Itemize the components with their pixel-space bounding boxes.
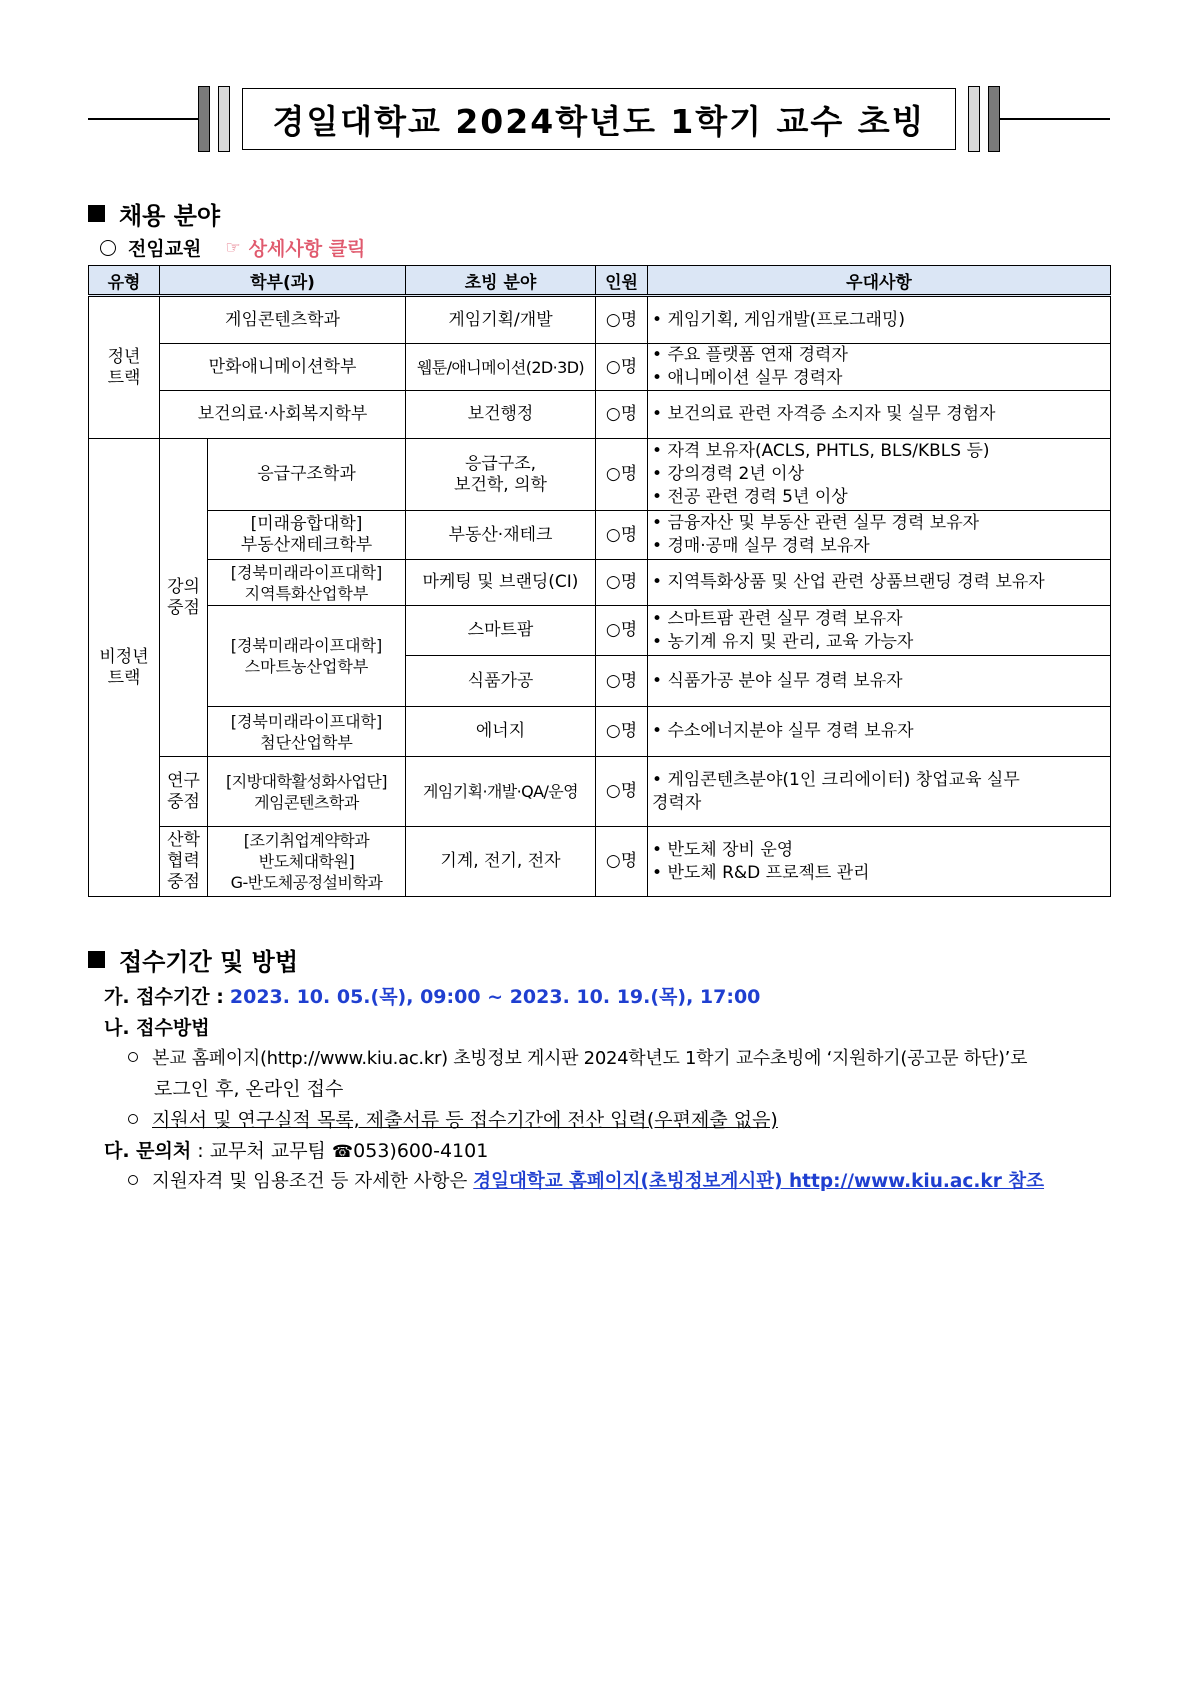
sub-research-line2: 중점 [167, 791, 200, 812]
dept-cell: [조기취업계약학과 반도체대학원] G-반도체공정설비학과 [208, 827, 406, 897]
dept-cell: [경북미래라이프대학] 첨단산업학부 [208, 707, 406, 757]
dept-cell: 게임콘텐츠학과 [160, 296, 406, 344]
count-cell: ○명 [596, 511, 648, 560]
pref-item: • 보건의료 관련 자격증 소지자 및 실무 경험자 [652, 403, 1106, 426]
table-row [89, 827, 1111, 897]
contact-line [104, 1136, 488, 1163]
title-left-bar-dark [198, 86, 210, 152]
title-right-line [1000, 118, 1110, 120]
sub-heading [100, 234, 365, 261]
count-cell: ○명 [596, 606, 648, 656]
sub-industry-line2: 협력 [167, 851, 200, 871]
section-recruit-heading [88, 196, 220, 231]
table-header-row [89, 266, 1111, 296]
field-cell: 에너지 [406, 707, 596, 757]
pref-item: • 수소에너지분야 실무 경력 보유자 [652, 720, 1106, 743]
pref-item: • 반도체 장비 운영 [652, 839, 1106, 862]
contact-label: 다. 문의처 [104, 1140, 192, 1162]
count-cell: ○명 [596, 439, 648, 511]
sub-heading-label: 전임교원 [128, 238, 202, 260]
section-apply-heading [88, 942, 298, 977]
title-right-bar-light [968, 86, 980, 152]
square-bullet-icon [88, 205, 105, 222]
field-cell: 보건행정 [406, 391, 596, 439]
field-cell: 웹툰/애니메이션(2D·3D) [406, 344, 596, 391]
group-nontenure-line2: 트랙 [107, 667, 141, 688]
dept-cell: [경북미래라이프대학] 지역특화산업학부 [208, 560, 406, 606]
method1-text1: 본교 홈페이지(http://www.kiu.ac.kr) 초빙정보 게시판 2024학년도 1학기 교수초빙에 ‘지원하기(공고문 하단)’로 [152, 1048, 1028, 1069]
table-row [89, 511, 1111, 560]
pref-cell [648, 707, 1111, 757]
pref-cell [648, 606, 1111, 656]
pref-item: • 게임콘텐츠분야(1인 크리에이터) 창업교육 실무 경력자 [652, 770, 1020, 813]
header-type: 유형 [89, 266, 160, 296]
count-cell: ○명 [596, 827, 648, 897]
pref-item: • 식품가공 분야 실무 경력 보유자 [652, 670, 1106, 693]
table-row [89, 560, 1111, 606]
field-cell: 게임기획·개발·QA/운영 [406, 757, 596, 827]
title-left-bar-light [218, 86, 230, 152]
table-row [89, 344, 1111, 391]
count-cell: ○명 [596, 344, 648, 391]
sub-lecture [160, 439, 208, 757]
detail-link[interactable]: 상세사항 클릭 [248, 238, 366, 260]
header-dept: 학부(과) [160, 266, 406, 296]
dept-cell: [미래융합대학] 부동산재테크학부 [208, 511, 406, 560]
pointing-hand-icon: ☞ [225, 237, 241, 258]
dept-cell: [지방대학활성화사업단] 게임콘텐츠학과 [208, 757, 406, 827]
dept-cell: 만화애니메이션학부 [160, 344, 406, 391]
field-cell: 게임기획/개발 [406, 296, 596, 344]
pref-cell [648, 757, 1111, 827]
pref-item: • 주요 플랫폼 연재 경력자 [652, 344, 1106, 367]
info-prefix: 지원자격 및 임용조건 등 자세한 사항은 [152, 1171, 468, 1192]
group-tenure-line2: 트랙 [107, 367, 141, 388]
count-cell: ○명 [596, 707, 648, 757]
pref-item: • 경매·공매 실무 경력 보유자 [652, 535, 1106, 558]
method2-line [128, 1105, 778, 1132]
count-cell: ○명 [596, 560, 648, 606]
pref-item: • 스마트팜 관련 실무 경력 보유자 [652, 608, 1106, 631]
sub-industry [160, 827, 208, 897]
header-pref: 우대사항 [648, 266, 1111, 296]
contact-phone: 053)600-4101 [353, 1140, 489, 1162]
sub-lecture-line1: 강의 [167, 576, 200, 597]
pref-item: • 자격 보유자(ACLS, PHTLS, BLS/KBLS 등) [652, 440, 1106, 463]
field-cell: 기계, 전기, 전자 [406, 827, 596, 897]
period-line [104, 982, 760, 1009]
header-count: 인원 [596, 266, 648, 296]
group-nontenure [89, 439, 160, 897]
pref-cell [648, 391, 1111, 439]
table-row [89, 606, 1111, 656]
section-recruit-title: 채용 분야 [119, 202, 221, 230]
header-field: 초빙 분야 [406, 266, 596, 296]
method1-line1 [128, 1044, 1027, 1070]
table-row [89, 296, 1111, 344]
sub-industry-line1: 산학 [167, 830, 200, 850]
dept-cell: 보건의료·사회복지학부 [160, 391, 406, 439]
sub-lecture-line2: 중점 [167, 597, 200, 618]
pref-item: • 반도체 R&D 프로젝트 관리 [652, 862, 1106, 885]
section-apply-title: 접수기간 및 방법 [119, 948, 298, 976]
count-cell: ○명 [596, 391, 648, 439]
count-cell: ○명 [596, 296, 648, 344]
table-row [89, 391, 1111, 439]
pref-item: • 금융자산 및 부동산 관련 실무 경력 보유자 [652, 512, 1106, 535]
homepage-link[interactable]: 경일대학교 홈페이지(초빙정보게시판) http://www.kiu.ac.kr 참조 [473, 1171, 1045, 1192]
title-right-bar-dark [988, 86, 1000, 152]
field-cell: 스마트팜 [406, 606, 596, 656]
method1-line2 [154, 1074, 343, 1101]
ring-bullet-icon [128, 1052, 138, 1062]
count-cell: ○명 [596, 757, 648, 827]
group-tenure [89, 296, 160, 439]
pref-cell [648, 656, 1111, 707]
pref-cell [648, 511, 1111, 560]
pref-cell [648, 296, 1111, 344]
field-cell: 마케팅 및 브랜딩(CI) [406, 560, 596, 606]
method-label: 나. 접수방법 [104, 1017, 210, 1039]
recruit-table [88, 265, 1111, 897]
field-cell: 응급구조, 보건학, 의학 [406, 439, 596, 511]
table-row [89, 439, 1111, 511]
table-row [89, 757, 1111, 827]
sub-research [160, 757, 208, 827]
dept-cell: 응급구조학과 [208, 439, 406, 511]
phone-icon: ☎ [331, 1142, 354, 1162]
pref-item: • 지역특화상품 및 산업 관련 상품브랜딩 경력 보유자 [652, 571, 1106, 594]
field-cell: 부동산·재테크 [406, 511, 596, 560]
pref-item: • 전공 관련 경력 5년 이상 [652, 486, 1106, 509]
title-left-line [88, 118, 198, 120]
circle-bullet-icon [100, 240, 116, 256]
table-row [89, 707, 1111, 757]
pref-cell [648, 344, 1111, 391]
pref-item: • 농기계 유지 및 관리, 교육 가능자 [652, 631, 1106, 654]
dept-cell: [경북미래라이프대학] 스마트농산업학부 [208, 606, 406, 707]
pref-item: • 애니메이션 실무 경력자 [652, 367, 1106, 390]
count-cell: ○명 [596, 656, 648, 707]
sub-research-line1: 연구 [167, 770, 200, 791]
info-line [128, 1167, 1044, 1193]
ring-bullet-icon [128, 1114, 138, 1124]
group-nontenure-line1: 비정년 [99, 646, 149, 667]
square-bullet-icon [88, 951, 105, 968]
period-value: 2023. 10. 05.(목), 09:00 ~ 2023. 10. 19.(목), 17:00 [229, 986, 761, 1008]
pref-cell [648, 560, 1111, 606]
page-title: 경일대학교 2024학년도 1학기 교수 초빙 [242, 88, 956, 150]
group-tenure-line1: 정년 [107, 346, 141, 367]
pref-item: • 게임기획, 게임개발(프로그래밍) [652, 309, 1106, 332]
contact-value: : 교무처 교무팀 [197, 1140, 326, 1162]
method1-text2: 로그인 후, 온라인 접수 [154, 1078, 344, 1100]
pref-cell [648, 439, 1111, 511]
title-banner [88, 86, 1110, 152]
field-cell: 식품가공 [406, 656, 596, 707]
method2-text: 지원서 및 연구실적 목록, 제출서류 등 접수기간에 전산 입력(우편제출 없음) [152, 1109, 778, 1131]
method-label-line [104, 1013, 210, 1040]
pref-item: • 강의경력 2년 이상 [652, 463, 1106, 486]
sub-industry-line3: 중점 [167, 872, 200, 892]
ring-bullet-icon [128, 1175, 138, 1185]
period-label: 가. 접수기간 : [104, 986, 224, 1008]
pref-cell [648, 827, 1111, 897]
